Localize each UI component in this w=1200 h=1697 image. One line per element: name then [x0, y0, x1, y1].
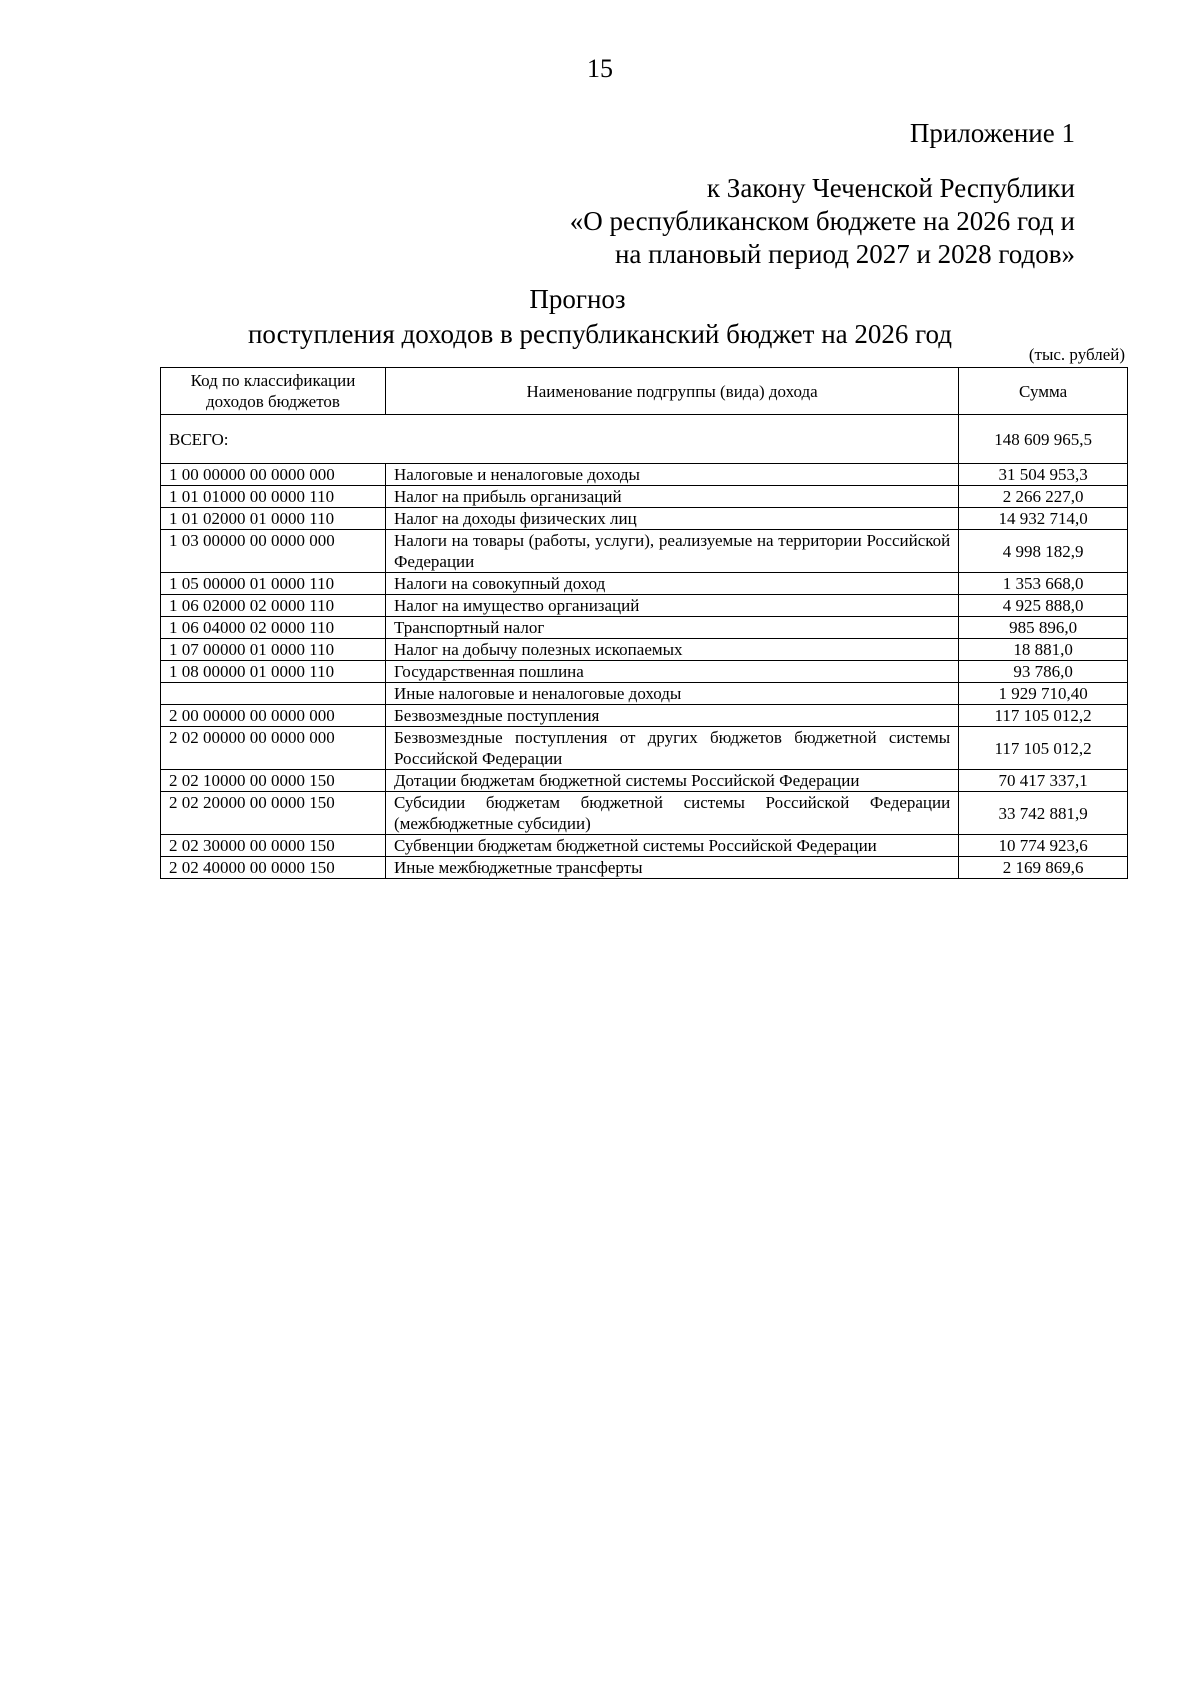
row-sum: 4 998 182,9 — [959, 530, 1128, 573]
row-code: 2 02 00000 00 0000 000 — [161, 727, 386, 770]
row-sum: 985 896,0 — [959, 617, 1128, 639]
row-code: 1 06 02000 02 0000 110 — [161, 595, 386, 617]
row-name: Безвозмездные поступления от других бюджетов бюджетной системы Российской Федерации — [385, 727, 958, 770]
row-code: 1 06 04000 02 0000 110 — [161, 617, 386, 639]
law-reference — [570, 172, 1075, 271]
law-line-1: к Закону Чеченской Республики — [706, 173, 1075, 203]
table-row — [161, 661, 1128, 683]
row-sum: 33 742 881,9 — [959, 792, 1128, 835]
row-sum: 2 266 227,0 — [959, 486, 1128, 508]
income-table — [160, 367, 1128, 879]
row-code: 1 05 00000 01 0000 110 — [161, 573, 386, 595]
row-sum: 1 353 668,0 — [959, 573, 1128, 595]
table-row — [161, 595, 1128, 617]
row-code: 2 02 20000 00 0000 150 — [161, 792, 386, 835]
row-code: 2 02 30000 00 0000 150 — [161, 835, 386, 857]
row-name: Налог на имущество организаций — [385, 595, 958, 617]
row-code: 2 00 00000 00 0000 000 — [161, 705, 386, 727]
row-sum: 4 925 888,0 — [959, 595, 1128, 617]
row-sum: 18 881,0 — [959, 639, 1128, 661]
row-name: Налог на прибыль организаций — [385, 486, 958, 508]
row-code: 1 01 02000 01 0000 110 — [161, 508, 386, 530]
table-row — [161, 857, 1128, 879]
total-sum: 148 609 965,5 — [959, 415, 1128, 464]
law-line-3: на плановый период 2027 и 2028 годов» — [614, 239, 1075, 269]
row-name: Субсидии бюджетам бюджетной системы Российской Федерации (межбюджетные субсидии) — [385, 792, 958, 835]
row-code — [161, 683, 386, 705]
page-number: 15 — [587, 54, 613, 83]
table-row — [161, 727, 1128, 770]
row-sum: 117 105 012,2 — [959, 705, 1128, 727]
row-code: 2 02 10000 00 0000 150 — [161, 770, 386, 792]
table-row — [161, 508, 1128, 530]
row-sum: 70 417 337,1 — [959, 770, 1128, 792]
row-sum: 117 105 012,2 — [959, 727, 1128, 770]
table-row — [161, 835, 1128, 857]
row-name: Налог на добычу полезных ископаемых — [385, 639, 958, 661]
row-sum: 2 169 869,6 — [959, 857, 1128, 879]
row-code: 2 02 40000 00 0000 150 — [161, 857, 386, 879]
header-name: Наименование подгруппы (вида) дохода — [385, 368, 958, 415]
row-code: 1 00 00000 00 0000 000 — [161, 464, 386, 486]
table-row — [161, 617, 1128, 639]
law-line-2: «О республиканском бюджете на 2026 год и — [569, 206, 1075, 236]
row-name: Транспортный налог — [385, 617, 958, 639]
table-row — [161, 792, 1128, 835]
total-row — [161, 415, 1128, 464]
title-line-1: Прогноз — [529, 284, 626, 314]
row-name: Безвозмездные поступления — [385, 705, 958, 727]
row-sum: 1 929 710,40 — [959, 683, 1128, 705]
units-note: (тыс. рублей) — [1028, 345, 1125, 364]
row-code: 1 07 00000 01 0000 110 — [161, 639, 386, 661]
row-sum: 93 786,0 — [959, 661, 1128, 683]
total-label: ВСЕГО: — [161, 415, 959, 464]
row-code: 1 08 00000 01 0000 110 — [161, 661, 386, 683]
row-name: Налоги на товары (работы, услуги), реализуемые на территории Российской Федерации — [385, 530, 958, 573]
row-code: 1 03 00000 00 0000 000 — [161, 530, 386, 573]
table-row — [161, 639, 1128, 661]
row-name: Субвенции бюджетам бюджетной системы Российской Федерации — [385, 835, 958, 857]
row-sum: 31 504 953,3 — [959, 464, 1128, 486]
header-code: Код по классификации доходов бюджетов — [161, 368, 386, 415]
row-name: Налоговые и неналоговые доходы — [385, 464, 958, 486]
row-name: Налог на доходы физических лиц — [385, 508, 958, 530]
row-name: Налоги на совокупный доход — [385, 573, 958, 595]
row-name: Государственная пошлина — [385, 661, 958, 683]
row-code: 1 01 01000 00 0000 110 — [161, 486, 386, 508]
appendix-label: Приложение 1 — [909, 118, 1075, 148]
row-name: Иные межбюджетные трансферты — [385, 857, 958, 879]
table-row — [161, 464, 1128, 486]
table-row — [161, 770, 1128, 792]
row-name: Иные налоговые и неналоговые доходы — [385, 683, 958, 705]
table-row — [161, 573, 1128, 595]
table-row — [161, 530, 1128, 573]
table-row — [161, 486, 1128, 508]
header-sum: Сумма — [959, 368, 1128, 415]
table-row — [161, 683, 1128, 705]
row-name: Дотации бюджетам бюджетной системы Российской Федерации — [385, 770, 958, 792]
row-sum: 14 932 714,0 — [959, 508, 1128, 530]
table-header-row — [161, 368, 1128, 415]
title-line-2: поступления доходов в республиканский бюджет на 2026 год — [247, 319, 953, 349]
row-sum: 10 774 923,6 — [959, 835, 1128, 857]
document-title — [0, 282, 1200, 352]
table-row — [161, 705, 1128, 727]
